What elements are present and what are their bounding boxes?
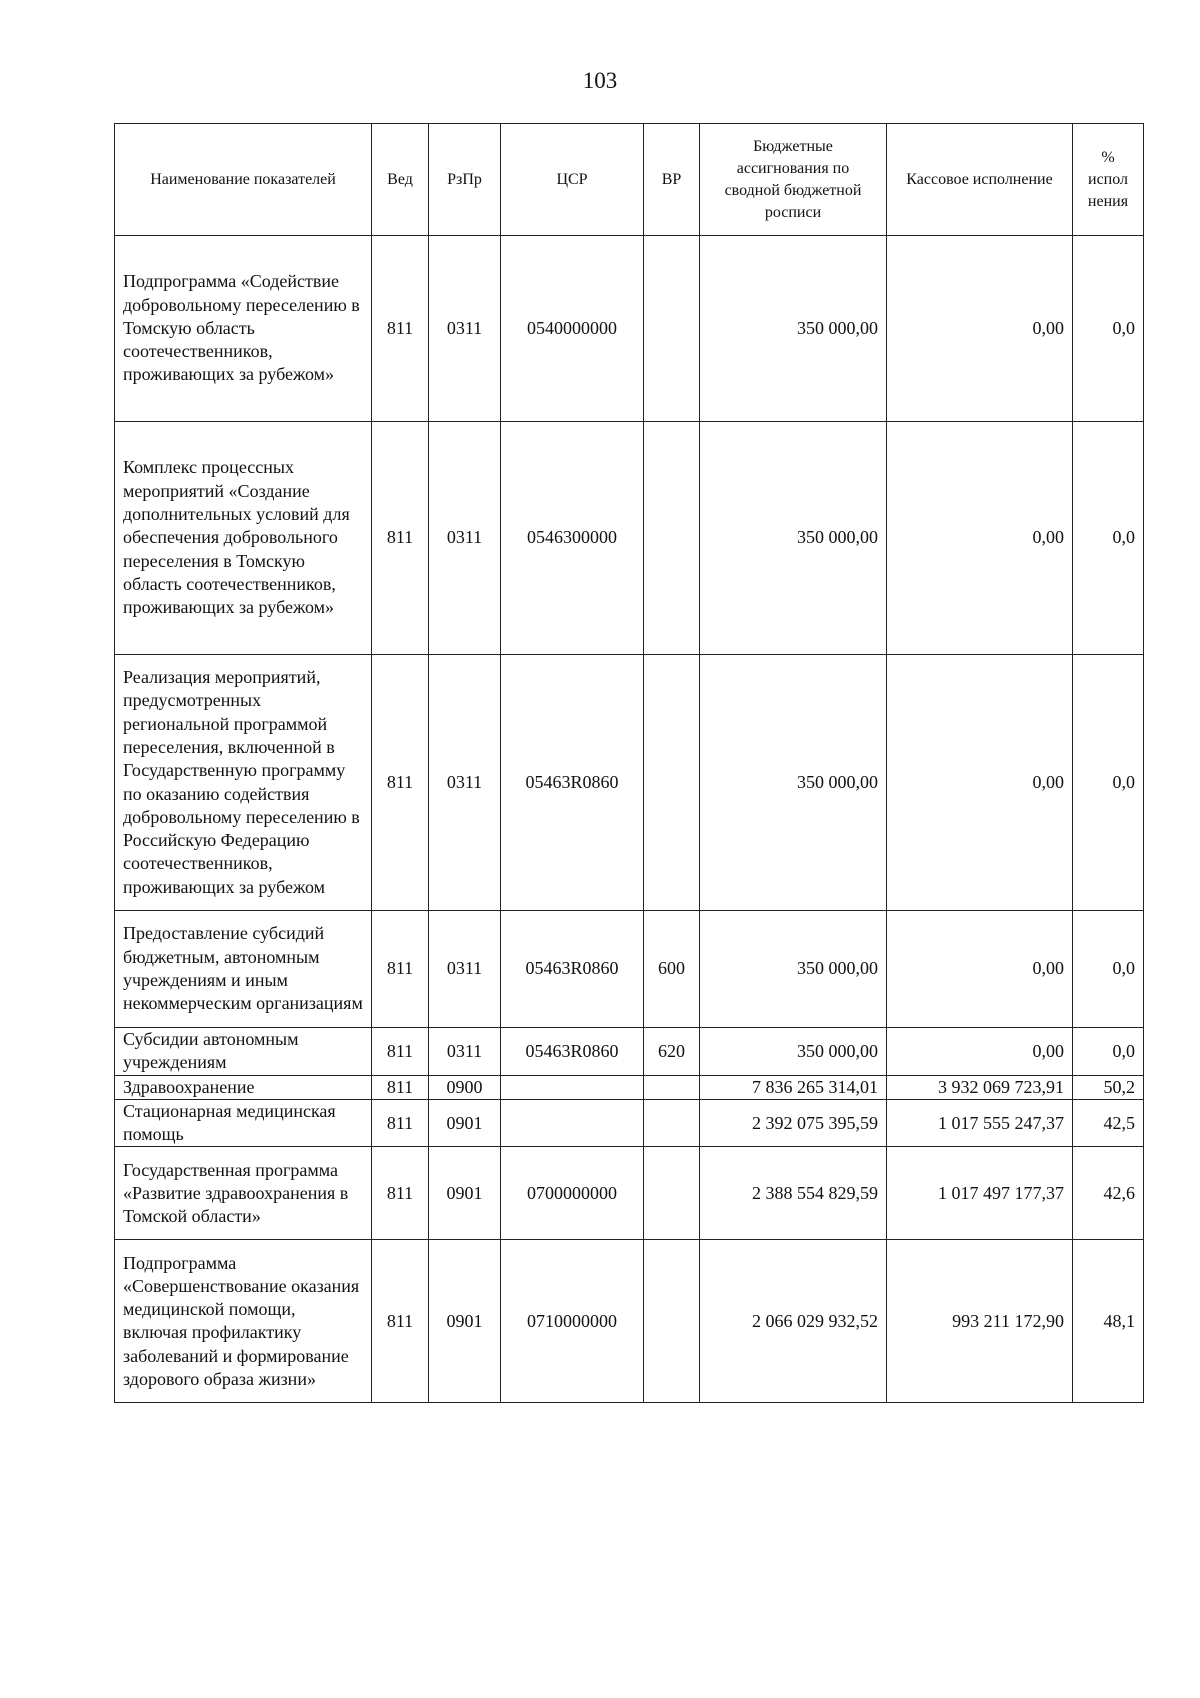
row-ved: 811 (372, 911, 429, 1028)
row-budget: 2 066 029 932,52 (700, 1240, 887, 1403)
table-row (115, 1147, 1144, 1240)
row-cash: 0,00 (887, 236, 1073, 422)
table-row (115, 1028, 1144, 1076)
row-rzpr: 0311 (429, 236, 501, 422)
row-cash: 0,00 (887, 911, 1073, 1028)
row-vr (644, 1240, 700, 1403)
row-ved: 811 (372, 1075, 429, 1099)
row-ved: 811 (372, 1147, 429, 1240)
table-row (115, 1240, 1144, 1403)
row-vr: 600 (644, 911, 700, 1028)
row-cash: 1 017 497 177,37 (887, 1147, 1073, 1240)
row-csr (501, 1075, 644, 1099)
row-csr: 0710000000 (501, 1240, 644, 1403)
row-cash: 0,00 (887, 422, 1073, 655)
column-header-name: Наименование показателей (115, 124, 372, 236)
column-header-csr: ЦСР (501, 124, 644, 236)
row-name: Здравоохранение (115, 1075, 372, 1099)
row-name: Государственная программа «Развитие здравоохранения в Томской области» (115, 1147, 372, 1240)
row-csr: 05463R0860 (501, 655, 644, 911)
row-budget: 2 392 075 395,59 (700, 1099, 887, 1147)
table-row (115, 655, 1144, 911)
row-cash: 3 932 069 723,91 (887, 1075, 1073, 1099)
row-budget: 350 000,00 (700, 911, 887, 1028)
table-row (115, 422, 1144, 655)
table-header-row (115, 124, 1144, 236)
row-budget: 350 000,00 (700, 422, 887, 655)
row-name: Комплекс процессных мероприятий «Создание дополнительных условий для обеспечения добровольного переселения в Томскую область соотечественников, проживающих за рубежом» (115, 422, 372, 655)
row-vr (644, 422, 700, 655)
row-ved: 811 (372, 1099, 429, 1147)
row-rzpr: 0901 (429, 1147, 501, 1240)
row-csr: 0700000000 (501, 1147, 644, 1240)
row-rzpr: 0311 (429, 655, 501, 911)
row-rzpr: 0901 (429, 1099, 501, 1147)
column-header-budget: Бюджетные ассигнования по сводной бюджетной росписи (700, 124, 887, 236)
row-percent: 0,0 (1073, 1028, 1144, 1076)
row-percent: 0,0 (1073, 911, 1144, 1028)
row-name: Реализация мероприятий, предусмотренных региональной программой переселения, включенной в Государственную программу по оказанию содействия добровольному переселению в Российскую Федерацию соотечественников, проживающих за рубежом (115, 655, 372, 911)
row-csr: 05463R0860 (501, 1028, 644, 1076)
row-rzpr: 0311 (429, 1028, 501, 1076)
row-csr (501, 1099, 644, 1147)
table-row (115, 1099, 1144, 1147)
row-cash: 1 017 555 247,37 (887, 1099, 1073, 1147)
row-rzpr: 0900 (429, 1075, 501, 1099)
row-cash: 993 211 172,90 (887, 1240, 1073, 1403)
row-rzpr: 0311 (429, 422, 501, 655)
row-budget: 2 388 554 829,59 (700, 1147, 887, 1240)
row-percent: 0,0 (1073, 236, 1144, 422)
row-name: Предоставление субсидий бюджетным, автономным учреждениям и иным некоммерческим организациям (115, 911, 372, 1028)
row-ved: 811 (372, 422, 429, 655)
row-ved: 811 (372, 1240, 429, 1403)
row-budget: 350 000,00 (700, 236, 887, 422)
column-header-vr: ВР (644, 124, 700, 236)
row-name: Стационарная медицинская помощь (115, 1099, 372, 1147)
row-cash: 0,00 (887, 655, 1073, 911)
row-name: Подпрограмма «Содействие добровольному переселению в Томскую область соотечественников, проживающих за рубежом» (115, 236, 372, 422)
table-row (115, 236, 1144, 422)
row-rzpr: 0311 (429, 911, 501, 1028)
row-rzpr: 0901 (429, 1240, 501, 1403)
row-name: Субсидии автономным учреждениям (115, 1028, 372, 1076)
budget-execution-table (114, 123, 1144, 1403)
row-ved: 811 (372, 236, 429, 422)
row-csr: 0546300000 (501, 422, 644, 655)
page-number: 103 (582, 68, 618, 93)
row-vr (644, 1099, 700, 1147)
row-vr (644, 1075, 700, 1099)
row-percent: 50,2 (1073, 1075, 1144, 1099)
row-percent: 48,1 (1073, 1240, 1144, 1403)
row-name: Подпрограмма «Совершенствование оказания медицинской помощи, включая профилактику заболеваний и формирование здорового образа жизни» (115, 1240, 372, 1403)
row-budget: 350 000,00 (700, 655, 887, 911)
row-cash: 0,00 (887, 1028, 1073, 1076)
column-header-cash: Кассовое исполнение (887, 124, 1073, 236)
row-vr (644, 236, 700, 422)
column-header-ved: Вед (372, 124, 429, 236)
row-percent: 0,0 (1073, 655, 1144, 911)
row-csr: 0540000000 (501, 236, 644, 422)
row-percent: 0,0 (1073, 422, 1144, 655)
row-percent: 42,5 (1073, 1099, 1144, 1147)
row-budget: 7 836 265 314,01 (700, 1075, 887, 1099)
row-ved: 811 (372, 655, 429, 911)
row-percent: 42,6 (1073, 1147, 1144, 1240)
row-vr (644, 655, 700, 911)
row-budget: 350 000,00 (700, 1028, 887, 1076)
column-header-rzpr: РзПр (429, 124, 501, 236)
table-row (115, 911, 1144, 1028)
column-header-percent: % испол нения (1073, 124, 1144, 236)
row-vr (644, 1147, 700, 1240)
row-ved: 811 (372, 1028, 429, 1076)
table-row (115, 1075, 1144, 1099)
row-csr: 05463R0860 (501, 911, 644, 1028)
row-vr: 620 (644, 1028, 700, 1076)
